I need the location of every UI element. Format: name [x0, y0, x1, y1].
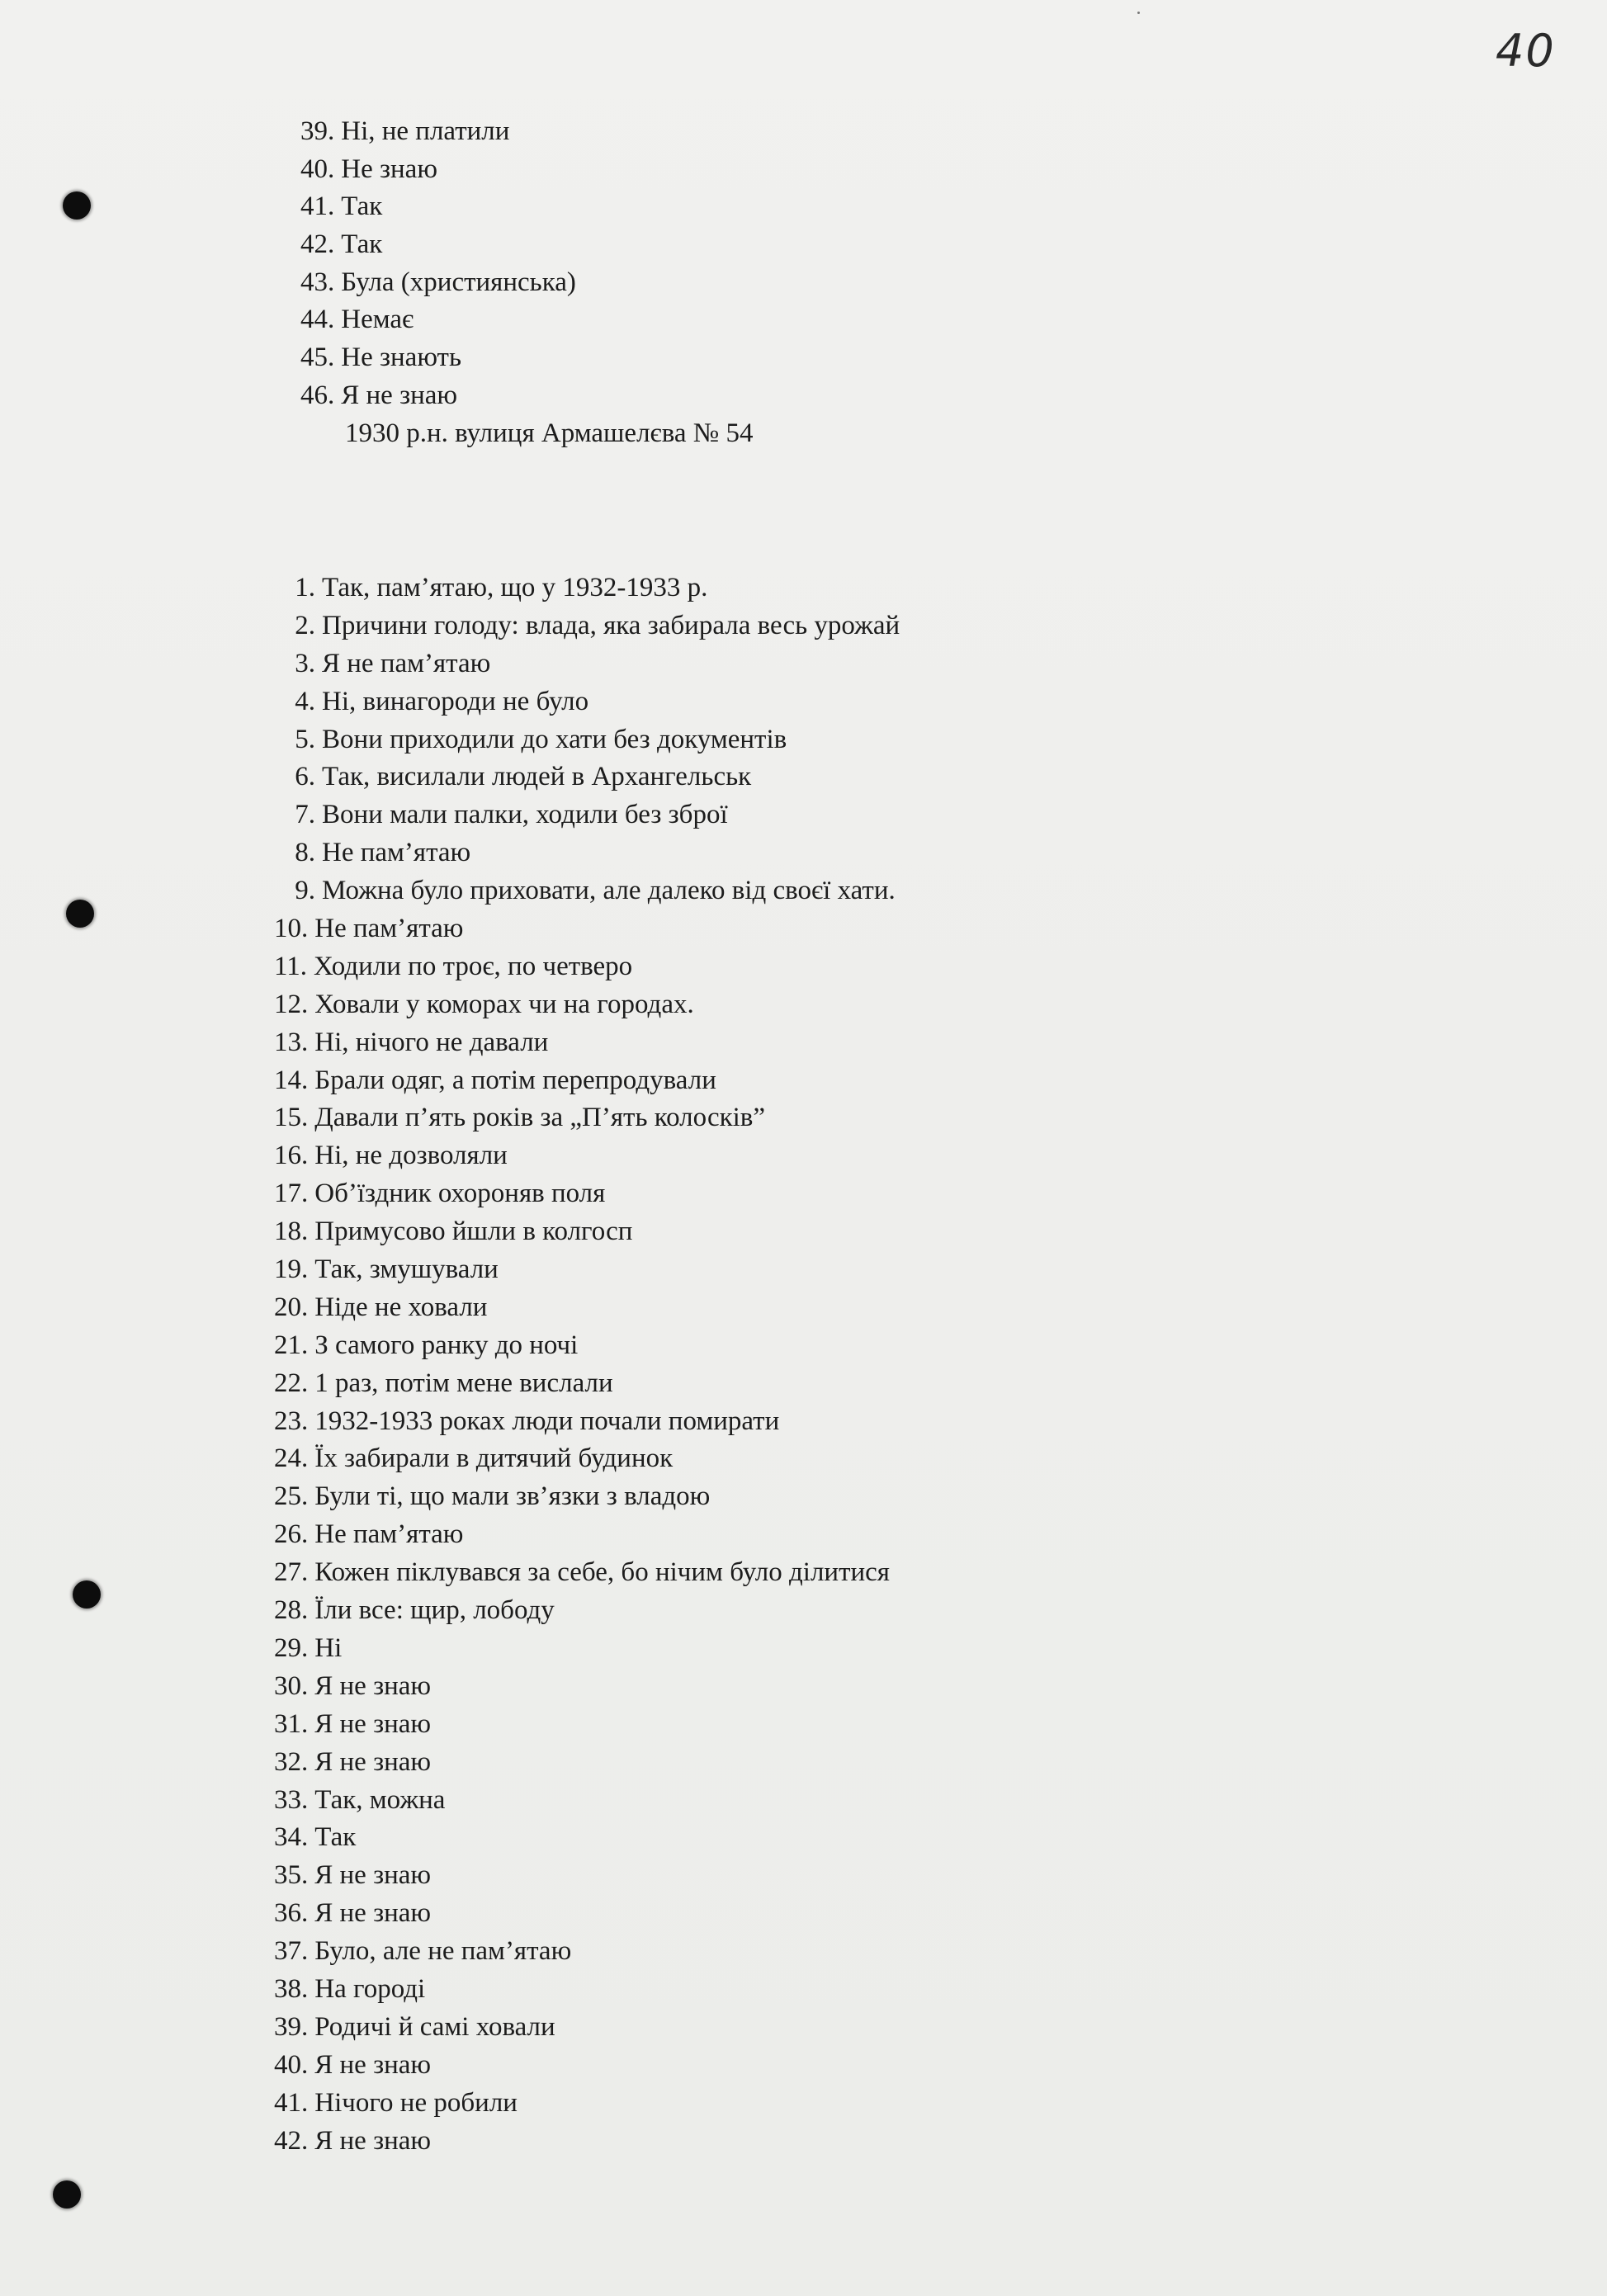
list-item	[274, 1857, 900, 1895]
item-number: 25.	[274, 1481, 309, 1512]
item-text: Я не знаю	[314, 1708, 432, 1739]
list-item	[274, 1327, 900, 1365]
item-number: 24.	[274, 1443, 309, 1474]
list-item	[274, 1213, 900, 1251]
item-number: 27.	[274, 1557, 309, 1588]
item-text: Я не знаю	[341, 380, 458, 410]
item-number: 12.	[274, 989, 309, 1019]
item-text: Я не знаю	[314, 1670, 432, 1701]
list-item	[300, 301, 576, 339]
item-number: 44.	[300, 305, 335, 335]
list-item	[274, 834, 900, 872]
item-text: Так	[341, 229, 383, 260]
punch-hole-icon	[66, 900, 94, 928]
list-item	[274, 1516, 900, 1554]
list-item	[274, 1062, 900, 1100]
list-item	[274, 1137, 900, 1175]
item-number: 16.	[274, 1141, 309, 1171]
item-text: Так, можна	[314, 1784, 446, 1815]
item-text: Можна було приховати, але далеко від своєї хати.	[322, 876, 896, 906]
item-number: 31.	[274, 1708, 309, 1739]
punch-hole-icon	[73, 1580, 101, 1609]
list-item	[274, 2085, 900, 2123]
item-text: Примусово йшли в колгосп	[314, 1217, 633, 1247]
list-item	[274, 1175, 900, 1213]
item-text: Я не знаю	[314, 1898, 432, 1929]
list-item	[300, 113, 576, 151]
list-item	[274, 1403, 900, 1441]
list-item	[300, 377, 576, 415]
list-item	[274, 1099, 900, 1137]
item-number: 6.	[295, 762, 315, 792]
item-text: Так, пам’ятаю, що у 1932-1933 р.	[322, 573, 708, 602]
item-number: 5.	[295, 724, 315, 754]
item-text: Була (християнська)	[341, 267, 576, 297]
item-number: 10.	[274, 914, 309, 944]
item-number: 11.	[274, 951, 308, 981]
item-number: 2.	[295, 610, 315, 640]
item-number: 22.	[274, 1368, 309, 1398]
list-item	[274, 2047, 900, 2085]
item-number: 43.	[300, 267, 335, 297]
list-item	[274, 910, 900, 948]
item-text: Ні, не дозволяли	[314, 1141, 508, 1171]
item-text: 1932-1933 роках люди почали помирати	[314, 1405, 780, 1436]
item-text: Їх забирали в дитячий будинок	[314, 1443, 674, 1474]
item-number: 18.	[274, 1217, 309, 1247]
list-item	[274, 1971, 900, 2009]
list-item	[274, 948, 900, 986]
item-number: 19.	[274, 1254, 309, 1285]
item-text: Вони приходили до хати без документів	[322, 724, 787, 754]
item-number: 15.	[274, 1103, 309, 1133]
item-number: 32.	[274, 1746, 309, 1777]
item-number: 8.	[295, 838, 315, 868]
item-number: 37.	[274, 1936, 309, 1967]
item-number: 9.	[295, 876, 315, 906]
list-item	[274, 683, 900, 721]
answer-list	[274, 569, 900, 2160]
item-number: 1.	[295, 573, 315, 602]
item-text: Так	[314, 1822, 357, 1853]
item-text: Брали одяг, а потім перепродували	[314, 1065, 716, 1095]
item-number: 33.	[274, 1784, 309, 1815]
list-item	[274, 1592, 900, 1630]
punch-hole-icon	[53, 2180, 81, 2209]
item-number: 23.	[274, 1405, 309, 1436]
item-text: Я не знаю	[314, 1746, 432, 1777]
item-number: 46.	[300, 380, 335, 410]
item-text: Ходили по троє, по четверо	[314, 951, 633, 981]
item-number: 3.	[295, 648, 315, 678]
item-text: Родичі й самі ховали	[314, 2011, 555, 2042]
item-number: 35.	[274, 1860, 309, 1891]
item-number: 14.	[274, 1065, 309, 1095]
item-text: Ховали у коморах чи на городах.	[314, 989, 694, 1019]
item-text: Так, висилали людей в Архангельськ	[322, 762, 752, 792]
item-text: Ні, нічого не давали	[314, 1027, 549, 1057]
item-text: Немає	[341, 305, 414, 335]
list-item	[300, 151, 576, 189]
list-item	[274, 2009, 900, 2047]
item-number: 29.	[274, 1632, 309, 1663]
item-text: Так, змушували	[314, 1254, 499, 1285]
item-number: 40.	[274, 2049, 309, 2080]
item-text: З самого ранку до ночі	[314, 1330, 579, 1360]
item-text: Я не пам’ятаю	[322, 648, 491, 678]
list-item	[274, 645, 900, 683]
item-text: На городі	[314, 1973, 426, 2004]
item-text: Я не знаю	[314, 2049, 432, 2080]
item-text: Кожен піклувався за себе, бо нічим було ділитися	[314, 1557, 890, 1588]
item-text: Не пам’ятаю	[314, 1519, 464, 1550]
item-text: Не пам’ятаю	[322, 838, 471, 868]
continuation-answer-list	[300, 113, 576, 415]
respondent-info-line: 1930 р.н. вулиця Армашелєва № 54	[345, 418, 754, 448]
list-item	[274, 1782, 900, 1820]
item-number: 20.	[274, 1292, 309, 1322]
item-text: Їли все: щир, лободу	[314, 1595, 555, 1626]
item-number: 7.	[295, 800, 315, 830]
list-item	[300, 264, 576, 302]
item-text: Не знаю	[341, 154, 437, 184]
item-number: 39.	[274, 2011, 309, 2042]
item-text: Давали п’ять років за „П’ять колосків”	[314, 1103, 766, 1133]
list-item	[274, 758, 900, 796]
list-item	[274, 1554, 900, 1592]
list-item	[274, 2123, 900, 2161]
list-item	[274, 1440, 900, 1478]
item-number: 41.	[274, 2087, 309, 2118]
list-item	[274, 1365, 900, 1403]
item-number: 4.	[295, 686, 315, 716]
handwritten-page-number: 40	[1496, 25, 1556, 77]
list-item	[274, 569, 900, 607]
item-text: Причини голоду: влада, яка забирала весь урожай	[322, 610, 900, 640]
list-item	[274, 1819, 900, 1857]
paper-speck	[1137, 12, 1140, 14]
item-number: 38.	[274, 1973, 309, 2004]
punch-hole-icon	[63, 191, 91, 220]
list-item	[274, 1668, 900, 1706]
list-item	[300, 226, 576, 264]
item-text: Я не знаю	[314, 2125, 432, 2156]
item-number: 42.	[300, 229, 335, 260]
list-item	[274, 1895, 900, 1933]
item-number: 39.	[300, 116, 335, 146]
list-item	[274, 1251, 900, 1289]
item-number: 34.	[274, 1822, 309, 1853]
item-text: Не пам’ятаю	[314, 914, 464, 944]
item-text: Були ті, що мали зв’язки з владою	[314, 1481, 711, 1512]
item-text: Я не знаю	[314, 1860, 432, 1891]
item-text: Ні, не платили	[341, 116, 510, 146]
list-item	[274, 1706, 900, 1744]
list-item	[274, 721, 900, 759]
list-item	[274, 1630, 900, 1668]
item-text: Так	[341, 191, 383, 222]
item-text: Ні, винагороди не було	[322, 686, 589, 716]
item-text: Об’їздник охороняв поля	[314, 1179, 606, 1209]
item-text: 1 раз, потім мене вислали	[314, 1368, 613, 1398]
list-item	[300, 339, 576, 377]
item-number: 45.	[300, 343, 335, 373]
item-number: 40.	[300, 154, 335, 184]
item-text: Нічого не робили	[314, 2087, 518, 2118]
item-number: 13.	[274, 1027, 309, 1057]
item-number: 17.	[274, 1179, 309, 1209]
item-text: Вони мали палки, ходили без зброї	[322, 800, 728, 830]
list-item	[274, 1024, 900, 1062]
item-number: 28.	[274, 1595, 309, 1626]
item-number: 36.	[274, 1898, 309, 1929]
list-item	[300, 188, 576, 226]
item-number: 21.	[274, 1330, 309, 1360]
list-item	[274, 607, 900, 645]
item-number: 41.	[300, 191, 335, 222]
list-item	[274, 1744, 900, 1782]
list-item	[274, 872, 900, 910]
item-number: 42.	[274, 2125, 309, 2156]
item-number: 26.	[274, 1519, 309, 1550]
item-text: Було, але не пам’ятаю	[314, 1936, 572, 1967]
item-text: Ні	[314, 1632, 343, 1663]
list-item	[274, 986, 900, 1024]
item-text: Не знають	[341, 343, 462, 373]
item-number: 30.	[274, 1670, 309, 1701]
list-item	[274, 1289, 900, 1327]
item-text: Ніде не ховали	[314, 1292, 488, 1322]
list-item	[274, 796, 900, 834]
list-item	[274, 1933, 900, 1971]
list-item	[274, 1478, 900, 1516]
